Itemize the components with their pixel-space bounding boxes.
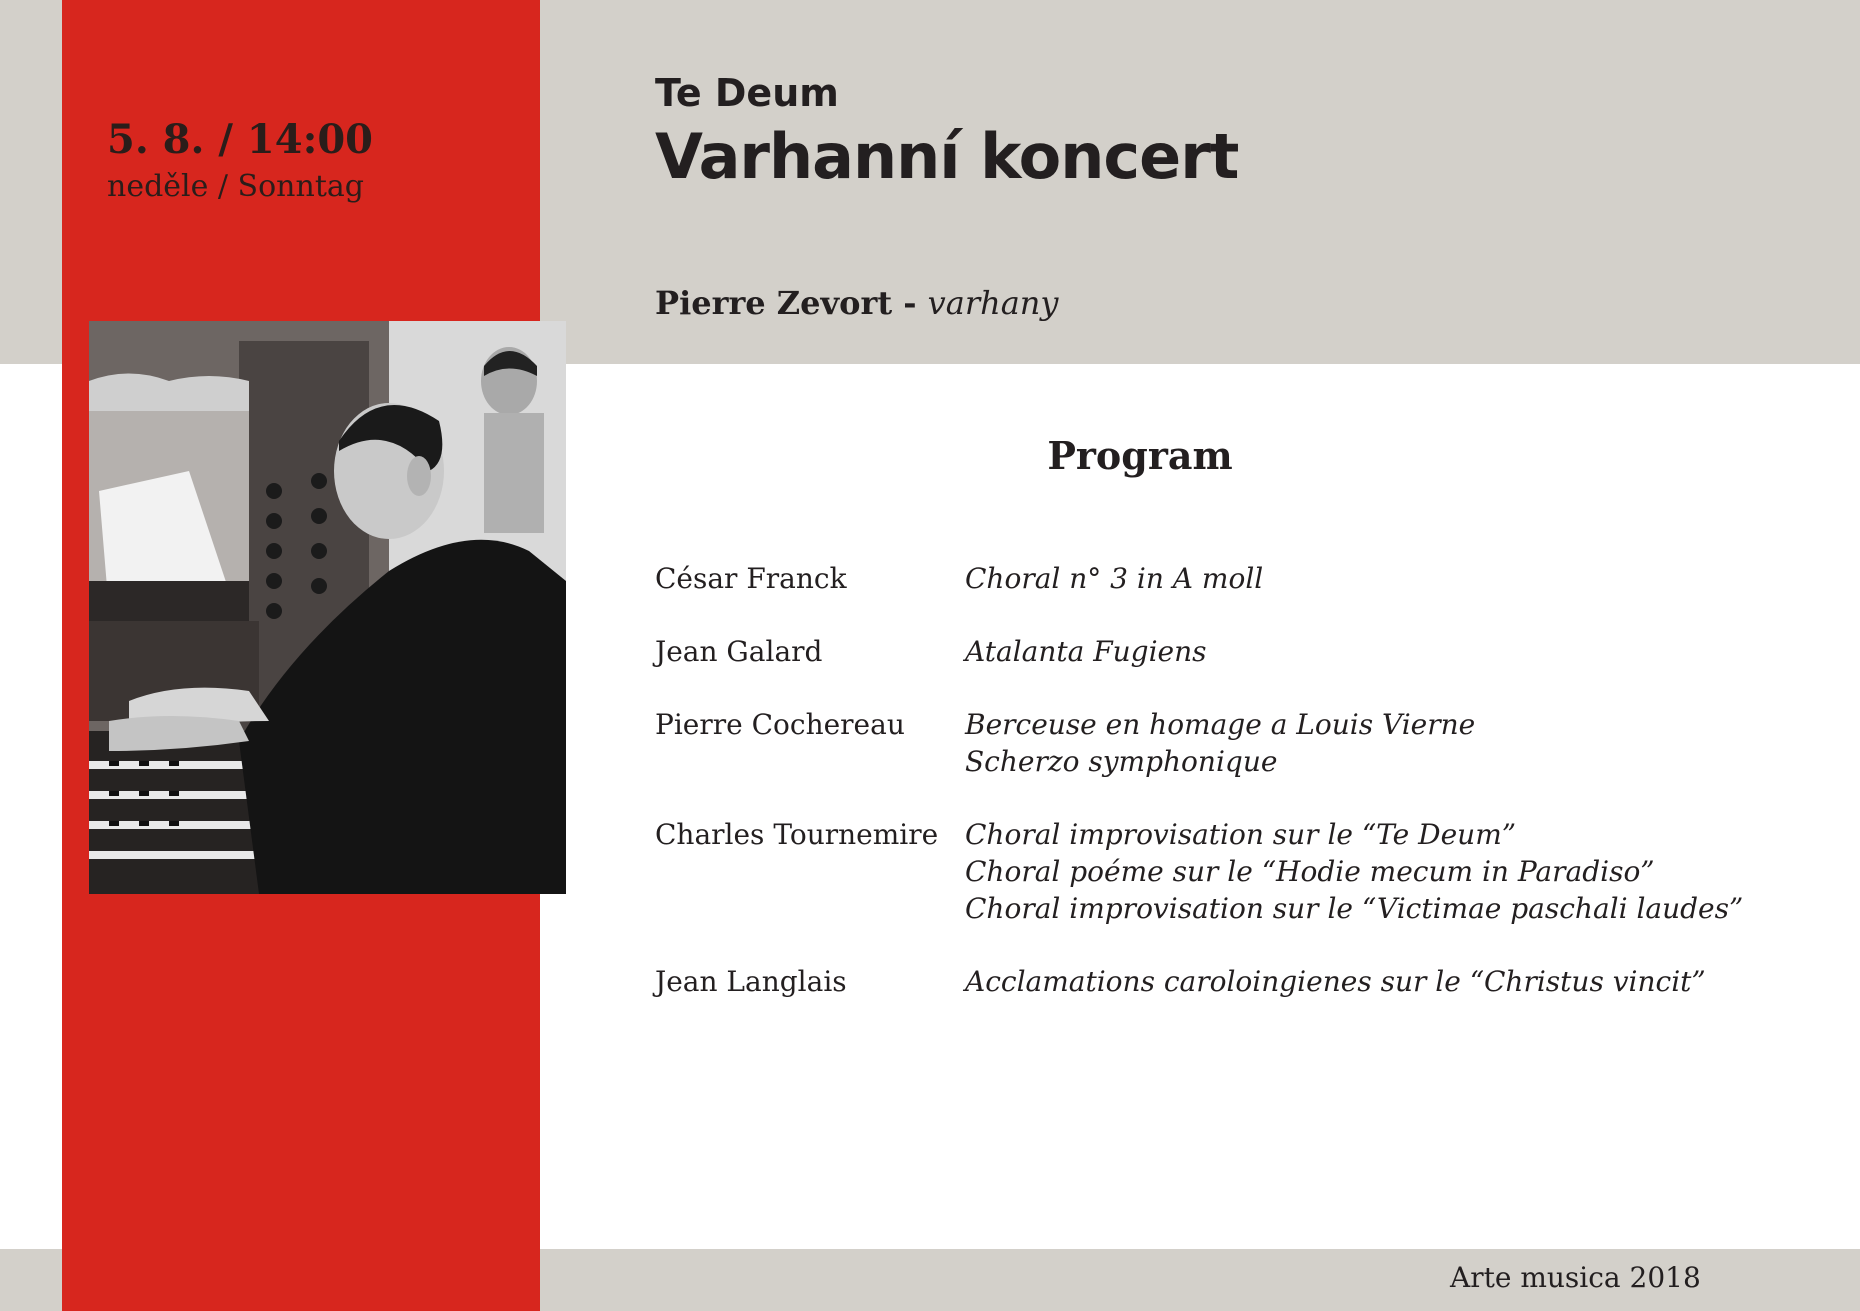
program-heading: Program xyxy=(1047,433,1233,478)
composer-name: César Franck xyxy=(655,562,847,595)
works-list xyxy=(965,816,1743,927)
event-day: neděle / Sonntag xyxy=(107,169,364,204)
concert-title: Varhanní koncert xyxy=(655,120,1239,193)
work-title: Choral improvisation sur le “Te Deum” xyxy=(965,818,1517,851)
composer-name: Jean Langlais xyxy=(655,965,847,998)
footer-label: Arte musica 2018 xyxy=(1450,1261,1701,1294)
program-entry xyxy=(655,560,1775,597)
composer-name: Charles Tournemire xyxy=(655,818,939,851)
works-list xyxy=(965,706,1475,780)
program-entry xyxy=(655,963,1775,1000)
program-entry xyxy=(655,816,1775,927)
work-title: Scherzo symphonique xyxy=(965,745,1278,778)
performer-line xyxy=(655,284,1059,322)
composer-name: Jean Galard xyxy=(655,635,823,668)
program-entry xyxy=(655,706,1775,780)
works-list xyxy=(965,963,1706,1000)
program-list xyxy=(655,560,1775,1036)
performer-instrument: varhany xyxy=(927,284,1059,322)
work-title: Atalanta Fugiens xyxy=(965,635,1207,668)
program-entry xyxy=(655,633,1775,670)
performer-name: Pierre Zevort xyxy=(655,284,893,322)
work-title: Choral poéme sur le “Hodie mecum in Paradiso” xyxy=(965,855,1655,888)
works-list xyxy=(965,633,1207,670)
work-title: Berceuse en homage a Louis Vierne xyxy=(965,708,1476,741)
performer-separator: - xyxy=(892,284,928,322)
composer-name: Pierre Cochereau xyxy=(655,708,905,741)
organist-photo xyxy=(89,321,566,894)
work-title: Choral improvisation sur le “Victimae paschali laudes” xyxy=(965,892,1744,925)
work-title: Choral n° 3 in A moll xyxy=(965,562,1264,595)
work-title: Acclamations caroloingienes sur le “Christus vincit” xyxy=(965,965,1706,998)
event-date-time: 5. 8. / 14:00 xyxy=(107,116,373,163)
works-list xyxy=(965,560,1263,597)
concert-subtitle: Te Deum xyxy=(655,71,839,115)
